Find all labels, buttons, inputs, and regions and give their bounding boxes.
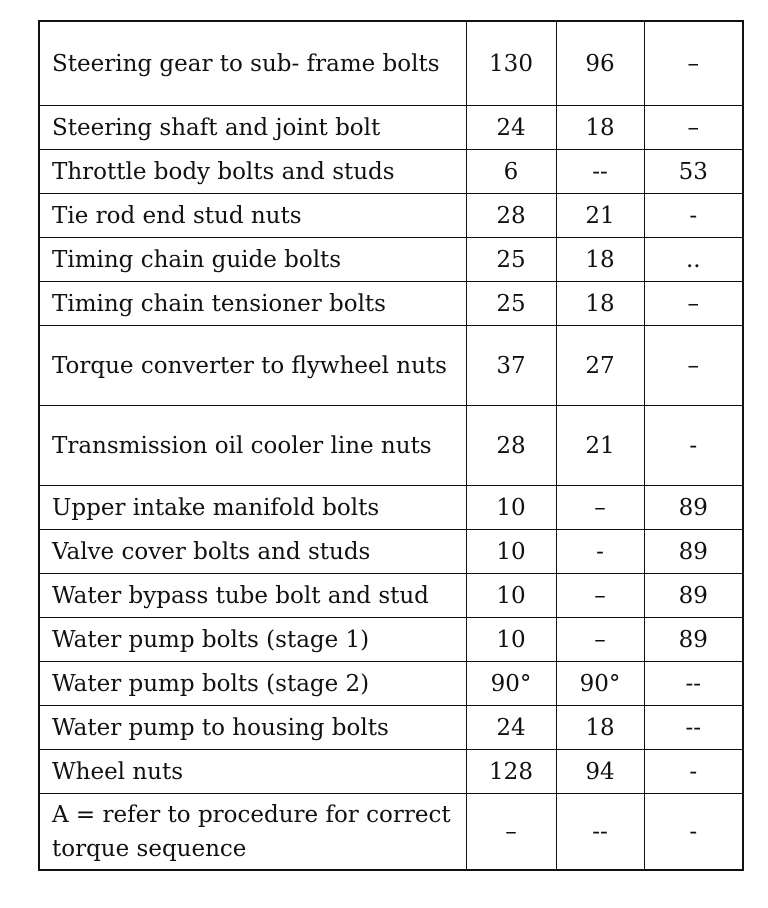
row-description: Steering gear to sub- frame bolts xyxy=(39,21,466,106)
table-row xyxy=(39,530,743,574)
row-ftlbs-value: -- xyxy=(556,794,644,871)
row-inlbs-value: 89 xyxy=(644,486,743,530)
row-inlbs-value: 53 xyxy=(644,150,743,194)
row-ftlbs-value: 21 xyxy=(556,194,644,238)
row-inlbs-value: -- xyxy=(644,706,743,750)
row-inlbs-value: 89 xyxy=(644,530,743,574)
row-nm-value: 28 xyxy=(466,194,556,238)
row-ftlbs-value: – xyxy=(556,574,644,618)
row-description: Tie rod end stud nuts xyxy=(39,194,466,238)
row-inlbs-value: - xyxy=(644,794,743,871)
table-row xyxy=(39,21,743,106)
row-nm-value: 25 xyxy=(466,238,556,282)
footnote-description: A = refer to procedure for correct torque sequence xyxy=(39,794,466,871)
row-inlbs-value: - xyxy=(644,194,743,238)
row-nm-value: 128 xyxy=(466,750,556,794)
row-nm-value: 10 xyxy=(466,618,556,662)
table-row-footnote xyxy=(39,794,743,871)
row-nm-value: 6 xyxy=(466,150,556,194)
row-inlbs-value: – xyxy=(644,106,743,150)
table-row xyxy=(39,618,743,662)
row-inlbs-value: – xyxy=(644,21,743,106)
table-row xyxy=(39,150,743,194)
row-ftlbs-value: 18 xyxy=(556,706,644,750)
row-ftlbs-value: 18 xyxy=(556,106,644,150)
row-nm-value: 10 xyxy=(466,574,556,618)
row-description: Wheel nuts xyxy=(39,750,466,794)
row-ftlbs-value: 94 xyxy=(556,750,644,794)
row-description: Throttle body bolts and studs xyxy=(39,150,466,194)
table-row xyxy=(39,662,743,706)
row-inlbs-value: - xyxy=(644,750,743,794)
row-inlbs-value: – xyxy=(644,326,743,406)
row-ftlbs-value: - xyxy=(556,530,644,574)
row-nm-value: 25 xyxy=(466,282,556,326)
row-nm-value: 37 xyxy=(466,326,556,406)
row-ftlbs-value: 96 xyxy=(556,21,644,106)
row-description: Water pump bolts (stage 2) xyxy=(39,662,466,706)
row-ftlbs-value: 21 xyxy=(556,406,644,486)
row-ftlbs-value: 90° xyxy=(556,662,644,706)
row-nm-value: 90° xyxy=(466,662,556,706)
table-row xyxy=(39,106,743,150)
row-nm-value: 24 xyxy=(466,706,556,750)
row-nm-value: 10 xyxy=(466,530,556,574)
row-inlbs-value: .. xyxy=(644,238,743,282)
table-row xyxy=(39,486,743,530)
row-ftlbs-value: -- xyxy=(556,150,644,194)
row-description: Water pump to housing bolts xyxy=(39,706,466,750)
row-inlbs-value: -- xyxy=(644,662,743,706)
row-inlbs-value: - xyxy=(644,406,743,486)
row-description: Steering shaft and joint bolt xyxy=(39,106,466,150)
row-description: Upper intake manifold bolts xyxy=(39,486,466,530)
table-row xyxy=(39,282,743,326)
row-ftlbs-value: 18 xyxy=(556,282,644,326)
table-row xyxy=(39,194,743,238)
row-description: Valve cover bolts and studs xyxy=(39,530,466,574)
row-nm-value: 24 xyxy=(466,106,556,150)
row-ftlbs-value: 18 xyxy=(556,238,644,282)
torque-specifications-table xyxy=(38,20,744,871)
row-inlbs-value: 89 xyxy=(644,618,743,662)
row-description: Water pump bolts (stage 1) xyxy=(39,618,466,662)
row-nm-value: 130 xyxy=(466,21,556,106)
row-inlbs-value: 89 xyxy=(644,574,743,618)
row-nm-value: 28 xyxy=(466,406,556,486)
row-inlbs-value: – xyxy=(644,282,743,326)
table-row xyxy=(39,706,743,750)
row-nm-value: – xyxy=(466,794,556,871)
row-description: Transmission oil cooler line nuts xyxy=(39,406,466,486)
table-row xyxy=(39,238,743,282)
row-ftlbs-value: – xyxy=(556,486,644,530)
table-row xyxy=(39,406,743,486)
row-description: Water bypass tube bolt and stud xyxy=(39,574,466,618)
row-ftlbs-value: – xyxy=(556,618,644,662)
row-description: Timing chain tensioner bolts xyxy=(39,282,466,326)
row-ftlbs-value: 27 xyxy=(556,326,644,406)
row-description: Torque converter to flywheel nuts xyxy=(39,326,466,406)
row-description: Timing chain guide bolts xyxy=(39,238,466,282)
table-row xyxy=(39,750,743,794)
row-nm-value: 10 xyxy=(466,486,556,530)
table-row xyxy=(39,326,743,406)
table-row xyxy=(39,574,743,618)
